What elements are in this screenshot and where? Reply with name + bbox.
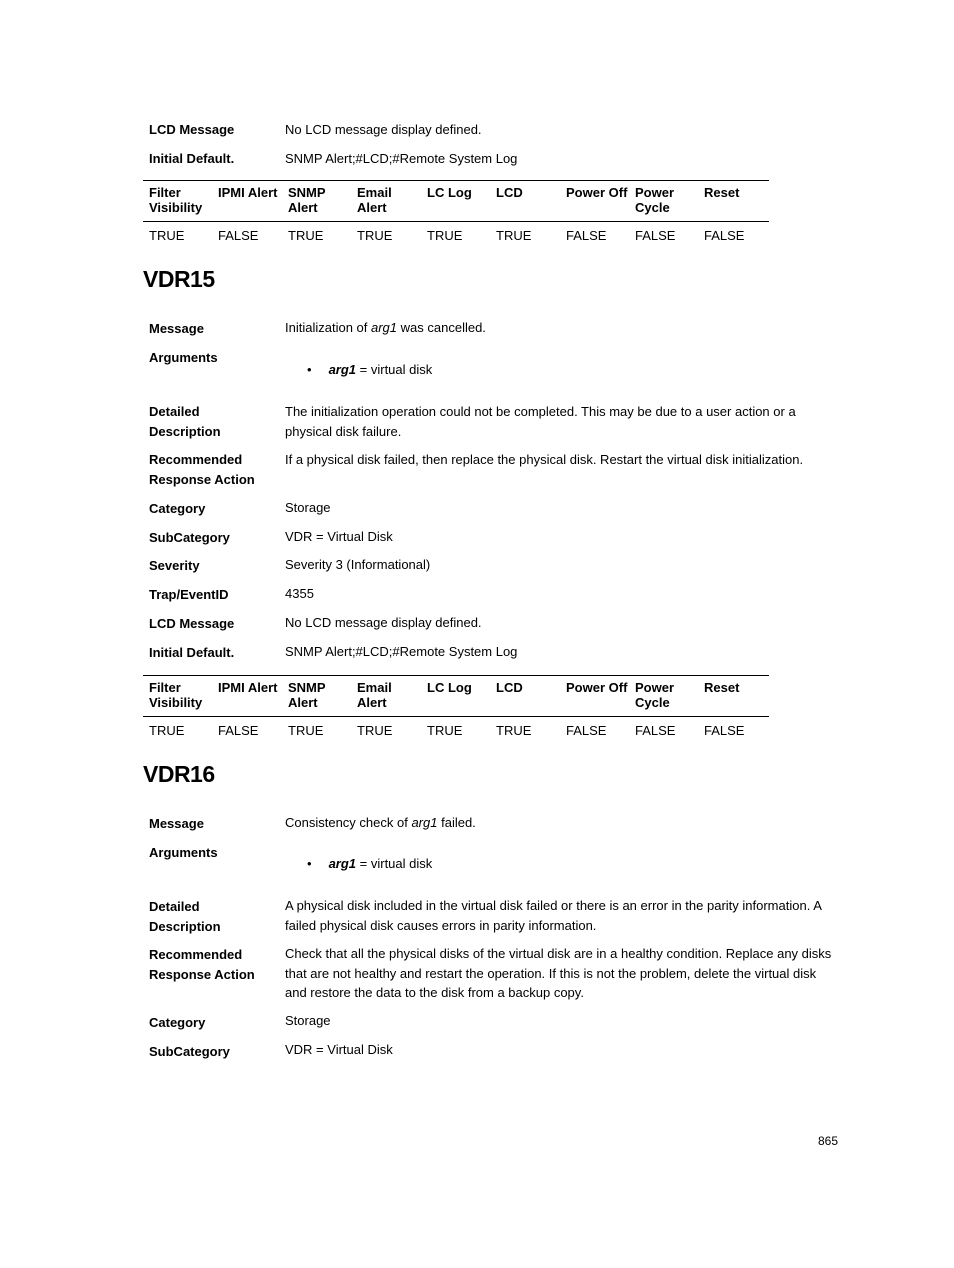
lcd-message-label: LCD Message bbox=[149, 616, 235, 631]
arg-value: = virtual disk bbox=[356, 856, 433, 871]
table-cell: TRUE bbox=[149, 723, 185, 738]
trap-eventid-value: 4355 bbox=[285, 586, 314, 601]
subcategory-label: SubCategory bbox=[149, 1044, 230, 1059]
detailed-description-value bbox=[285, 896, 845, 935]
lcd-message-value: No LCD message display defined. bbox=[285, 122, 482, 137]
filter-table-vdr15 bbox=[143, 675, 769, 745]
message-text: Initialization of bbox=[285, 320, 371, 335]
arg-name: arg1 bbox=[328, 362, 357, 377]
table-cell: FALSE bbox=[635, 723, 676, 738]
table-cell: FALSE bbox=[635, 228, 676, 243]
filter-table-top bbox=[143, 180, 769, 250]
detailed-description-label bbox=[149, 402, 221, 441]
label-line: Recommended bbox=[149, 947, 243, 962]
message-arg: arg1 bbox=[371, 320, 398, 335]
recommended-action-label bbox=[149, 450, 255, 489]
message-value bbox=[285, 318, 835, 338]
table-cell: TRUE bbox=[288, 723, 324, 738]
subcategory-label: SubCategory bbox=[149, 530, 230, 545]
arguments-list bbox=[307, 854, 432, 874]
severity-label: Severity bbox=[149, 558, 200, 573]
message-text: failed. bbox=[437, 815, 476, 830]
arg-name: arg1 bbox=[328, 856, 357, 871]
label-line: Response Action bbox=[149, 966, 255, 982]
col-header: Email Alert bbox=[357, 185, 392, 215]
col-header: SNMP Alert bbox=[288, 680, 326, 710]
value-line: and restore the data to the disk from a backup copy. bbox=[285, 985, 584, 1000]
label-line: Detailed bbox=[149, 404, 200, 419]
table-cell: TRUE bbox=[427, 228, 463, 243]
arguments-label: Arguments bbox=[149, 350, 218, 365]
message-label: Message bbox=[149, 321, 204, 336]
initial-default-label: Initial Default. bbox=[149, 151, 235, 166]
table-header-row bbox=[143, 675, 769, 717]
category-value: Storage bbox=[285, 500, 331, 515]
col-header: LCD bbox=[496, 185, 523, 200]
table-row bbox=[143, 222, 769, 250]
bullet-icon: • bbox=[307, 362, 312, 377]
table-cell: FALSE bbox=[566, 723, 607, 738]
section-heading-vdr16: VDR16 bbox=[143, 761, 215, 787]
col-header: Power Cycle bbox=[635, 185, 675, 215]
message-text: Consistency check of bbox=[285, 815, 412, 830]
recommended-action-value bbox=[285, 944, 845, 1003]
category-label: Category bbox=[149, 1015, 206, 1030]
severity-value: Severity 3 (Informational) bbox=[285, 557, 431, 572]
page-number: 865 bbox=[818, 1134, 839, 1148]
recommended-action-label bbox=[149, 945, 255, 984]
table-cell: FALSE bbox=[704, 723, 745, 738]
col-header: Power Cycle bbox=[635, 680, 675, 710]
message-label: Message bbox=[149, 816, 204, 831]
value-line: The initialization operation could not be completed. This may be due to a user action or a bbox=[285, 404, 796, 419]
initial-default-value: SNMP Alert;#LCD;#Remote System Log bbox=[285, 644, 518, 659]
col-header: IPMI Alert bbox=[218, 185, 278, 200]
col-header: LCD bbox=[496, 680, 523, 695]
section-heading-vdr15: VDR15 bbox=[143, 266, 215, 292]
table-cell: TRUE bbox=[149, 228, 185, 243]
label-line: Response Action bbox=[149, 471, 255, 487]
col-header: Power Off bbox=[566, 680, 628, 695]
bullet-icon: • bbox=[307, 856, 312, 871]
subcategory-value: VDR = Virtual Disk bbox=[285, 1042, 393, 1057]
message-value bbox=[285, 813, 835, 833]
detailed-description-value bbox=[285, 402, 835, 441]
arg-value: = virtual disk bbox=[356, 362, 433, 377]
col-header: Email Alert bbox=[357, 680, 392, 710]
col-header: LC Log bbox=[427, 680, 472, 695]
table-cell: FALSE bbox=[218, 228, 259, 243]
value-line: Check that all the physical disks of the virtual disk are in a healthy condition. Replace any disks bbox=[285, 946, 832, 961]
table-cell: TRUE bbox=[496, 228, 532, 243]
table-cell: TRUE bbox=[357, 228, 393, 243]
label-line: Detailed bbox=[149, 899, 200, 914]
table-cell: TRUE bbox=[496, 723, 532, 738]
subcategory-value: VDR = Virtual Disk bbox=[285, 529, 393, 544]
col-header: Filter Visibility bbox=[149, 680, 203, 710]
value-line: physical disk failure. bbox=[285, 423, 402, 439]
message-arg: arg1 bbox=[411, 815, 438, 830]
table-cell: TRUE bbox=[357, 723, 393, 738]
value-line: failed physical disk causes errors in parity information. bbox=[285, 917, 597, 933]
arguments-list bbox=[307, 360, 432, 380]
table-row bbox=[143, 717, 769, 745]
table-cell: TRUE bbox=[288, 228, 324, 243]
value-line: that are not healthy and restart the operation. If this is not the problem, delete the virtual disk bbox=[285, 965, 817, 981]
category-label: Category bbox=[149, 501, 206, 516]
detailed-description-label bbox=[149, 897, 221, 936]
lcd-message-label: LCD Message bbox=[149, 122, 235, 137]
col-header: IPMI Alert bbox=[218, 680, 278, 695]
category-value: Storage bbox=[285, 1013, 331, 1028]
col-header: Reset bbox=[704, 185, 740, 200]
trap-eventid-label: Trap/EventID bbox=[149, 587, 229, 602]
arguments-label: Arguments bbox=[149, 845, 218, 860]
table-cell: FALSE bbox=[218, 723, 259, 738]
table-cell: FALSE bbox=[704, 228, 745, 243]
col-header: Filter Visibility bbox=[149, 185, 203, 215]
table-cell: TRUE bbox=[427, 723, 463, 738]
col-header: SNMP Alert bbox=[288, 185, 326, 215]
col-header: LC Log bbox=[427, 185, 472, 200]
table-cell: FALSE bbox=[566, 228, 607, 243]
message-text: was cancelled. bbox=[397, 320, 486, 335]
initial-default-label: Initial Default. bbox=[149, 645, 235, 660]
recommended-action-value: If a physical disk failed, then replace the physical disk. Restart the virtual disk initialization. bbox=[285, 452, 804, 467]
label-line: Recommended bbox=[149, 452, 243, 467]
label-line: Description bbox=[149, 423, 221, 439]
table-header-row bbox=[143, 180, 769, 222]
initial-default-value: SNMP Alert;#LCD;#Remote System Log bbox=[285, 151, 518, 166]
value-line: A physical disk included in the virtual disk failed or there is an error in the parity information. A bbox=[285, 898, 822, 913]
lcd-message-value: No LCD message display defined. bbox=[285, 615, 482, 630]
col-header: Power Off bbox=[566, 185, 628, 200]
col-header: Reset bbox=[704, 680, 740, 695]
label-line: Description bbox=[149, 918, 221, 934]
